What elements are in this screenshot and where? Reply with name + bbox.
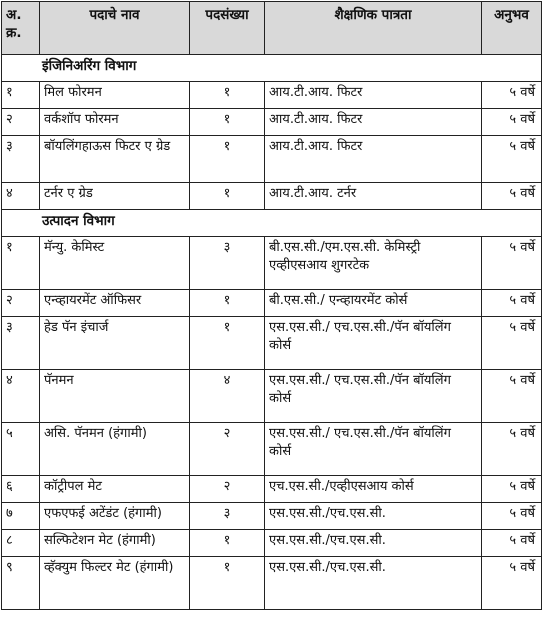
cell-count: ३ xyxy=(190,503,265,530)
cell-experience: ५ वर्षे xyxy=(482,317,542,370)
table-row xyxy=(2,109,542,136)
cell-sr: २ xyxy=(2,290,40,317)
section-title: उत्पादन विभाग xyxy=(2,210,542,237)
cell-post: हेड पॅन इंचार्ज xyxy=(40,317,190,370)
cell-experience: ५ वर्षे xyxy=(482,370,542,423)
cell-count: १ xyxy=(190,557,265,610)
cell-sr: ३ xyxy=(2,136,40,183)
cell-sr: ९ xyxy=(2,557,40,610)
cell-post: असि. पॅनमन (हंगामी) xyxy=(40,423,190,476)
cell-qualification: आय.टी.आय. फिटर xyxy=(265,109,482,136)
table-header xyxy=(2,2,542,55)
section-title: इंजिनिअरिंग विभाग xyxy=(2,55,542,82)
cell-post: वर्कशॉप फोरमन xyxy=(40,109,190,136)
table-row xyxy=(2,237,542,290)
header-experience: अनुभव xyxy=(482,2,542,55)
cell-qualification: एस.एस.सी./ एच.एस.सी./पॅन बॉयलिंग कोर्स xyxy=(265,370,482,423)
cell-count: १ xyxy=(190,530,265,557)
cell-sr: १ xyxy=(2,82,40,109)
cell-qualification: एस.एस.सी./एच.एस.सी. xyxy=(265,557,482,610)
header-qualification: शैक्षणिक पात्रता xyxy=(265,2,482,55)
cell-experience: ५ वर्षे xyxy=(482,476,542,503)
cell-sr: ५ xyxy=(2,423,40,476)
cell-post: कॉट्रीपल मेट xyxy=(40,476,190,503)
cell-count: १ xyxy=(190,82,265,109)
table-row xyxy=(2,317,542,370)
cell-post: पॅनमन xyxy=(40,370,190,423)
cell-experience: ५ वर्षे xyxy=(482,557,542,610)
cell-qualification: एस.एस.सी./एच.एस.सी. xyxy=(265,530,482,557)
cell-post: टर्नर ए ग्रेड xyxy=(40,183,190,210)
cell-experience: ५ वर्षे xyxy=(482,290,542,317)
cell-sr: ६ xyxy=(2,476,40,503)
table-row xyxy=(2,476,542,503)
cell-sr: ८ xyxy=(2,530,40,557)
cell-experience: ५ वर्षे xyxy=(482,183,542,210)
header-post: पदाचे नाव xyxy=(40,2,190,55)
cell-experience: ५ वर्षे xyxy=(482,237,542,290)
table-row xyxy=(2,82,542,109)
table-row xyxy=(2,370,542,423)
cell-sr: ४ xyxy=(2,183,40,210)
cell-qualification: एस.एस.सी./ एच.एस.सी./पॅन बॉयलिंग कोर्स xyxy=(265,317,482,370)
cell-experience: ५ वर्षे xyxy=(482,503,542,530)
cell-count: १ xyxy=(190,290,265,317)
table-row xyxy=(2,423,542,476)
header-count: पदसंख्या xyxy=(190,2,265,55)
cell-sr: ७ xyxy=(2,503,40,530)
cell-experience: ५ वर्षे xyxy=(482,82,542,109)
cell-qualification: एस.एस.सी./ एच.एस.सी./पॅन बॉयलिंग कोर्स xyxy=(265,423,482,476)
cell-qualification: आय.टी.आय. टर्नर xyxy=(265,183,482,210)
table-row xyxy=(2,503,542,530)
cell-qualification: एस.एस.सी./एच.एस.सी. xyxy=(265,503,482,530)
table-row xyxy=(2,557,542,610)
cell-count: ४ xyxy=(190,370,265,423)
cell-count: २ xyxy=(190,423,265,476)
cell-experience: ५ वर्षे xyxy=(482,423,542,476)
cell-experience: ५ वर्षे xyxy=(482,530,542,557)
cell-experience: ५ वर्षे xyxy=(482,136,542,183)
table-row xyxy=(2,136,542,183)
section-row xyxy=(2,55,542,82)
cell-post: बॉयलिंगहाऊस फिटर ए ग्रेड xyxy=(40,136,190,183)
cell-qualification: एच.एस.सी./एव्हीएसआय कोर्स xyxy=(265,476,482,503)
cell-count: २ xyxy=(190,476,265,503)
cell-qualification: बी.एस.सी./एम.एस.सी. केमिस्ट्री एव्हीएसआय शुगरटेक xyxy=(265,237,482,290)
cell-sr: १ xyxy=(2,237,40,290)
cell-post: सल्फिटेशन मेट (हंगामी) xyxy=(40,530,190,557)
cell-qualification: आय.टी.आय. फिटर xyxy=(265,136,482,183)
cell-qualification: बी.एस.सी./ एन्व्हायरमेंट कोर्स xyxy=(265,290,482,317)
table-row xyxy=(2,183,542,210)
recruitment-table xyxy=(1,1,542,610)
cell-count: ३ xyxy=(190,237,265,290)
cell-sr: ३ xyxy=(2,317,40,370)
cell-post: एफएफई अटेंडंट (हंगामी) xyxy=(40,503,190,530)
cell-post: मॅन्यु. केमिस्ट xyxy=(40,237,190,290)
cell-post: मिल फोरमन xyxy=(40,82,190,109)
cell-count: १ xyxy=(190,317,265,370)
cell-count: १ xyxy=(190,109,265,136)
cell-sr: २ xyxy=(2,109,40,136)
cell-post: एन्व्हायरमेंट ऑफिसर xyxy=(40,290,190,317)
cell-post: व्हॅक्युम फिल्टर मेट (हंगामी) xyxy=(40,557,190,610)
table-row xyxy=(2,290,542,317)
cell-count: १ xyxy=(190,136,265,183)
header-sr: अ. क्र. xyxy=(2,2,40,55)
table-body xyxy=(2,55,542,610)
cell-experience: ५ वर्षे xyxy=(482,109,542,136)
cell-qualification: आय.टी.आय. फिटर xyxy=(265,82,482,109)
section-row xyxy=(2,210,542,237)
cell-count: १ xyxy=(190,183,265,210)
table-row xyxy=(2,530,542,557)
cell-sr: ४ xyxy=(2,370,40,423)
